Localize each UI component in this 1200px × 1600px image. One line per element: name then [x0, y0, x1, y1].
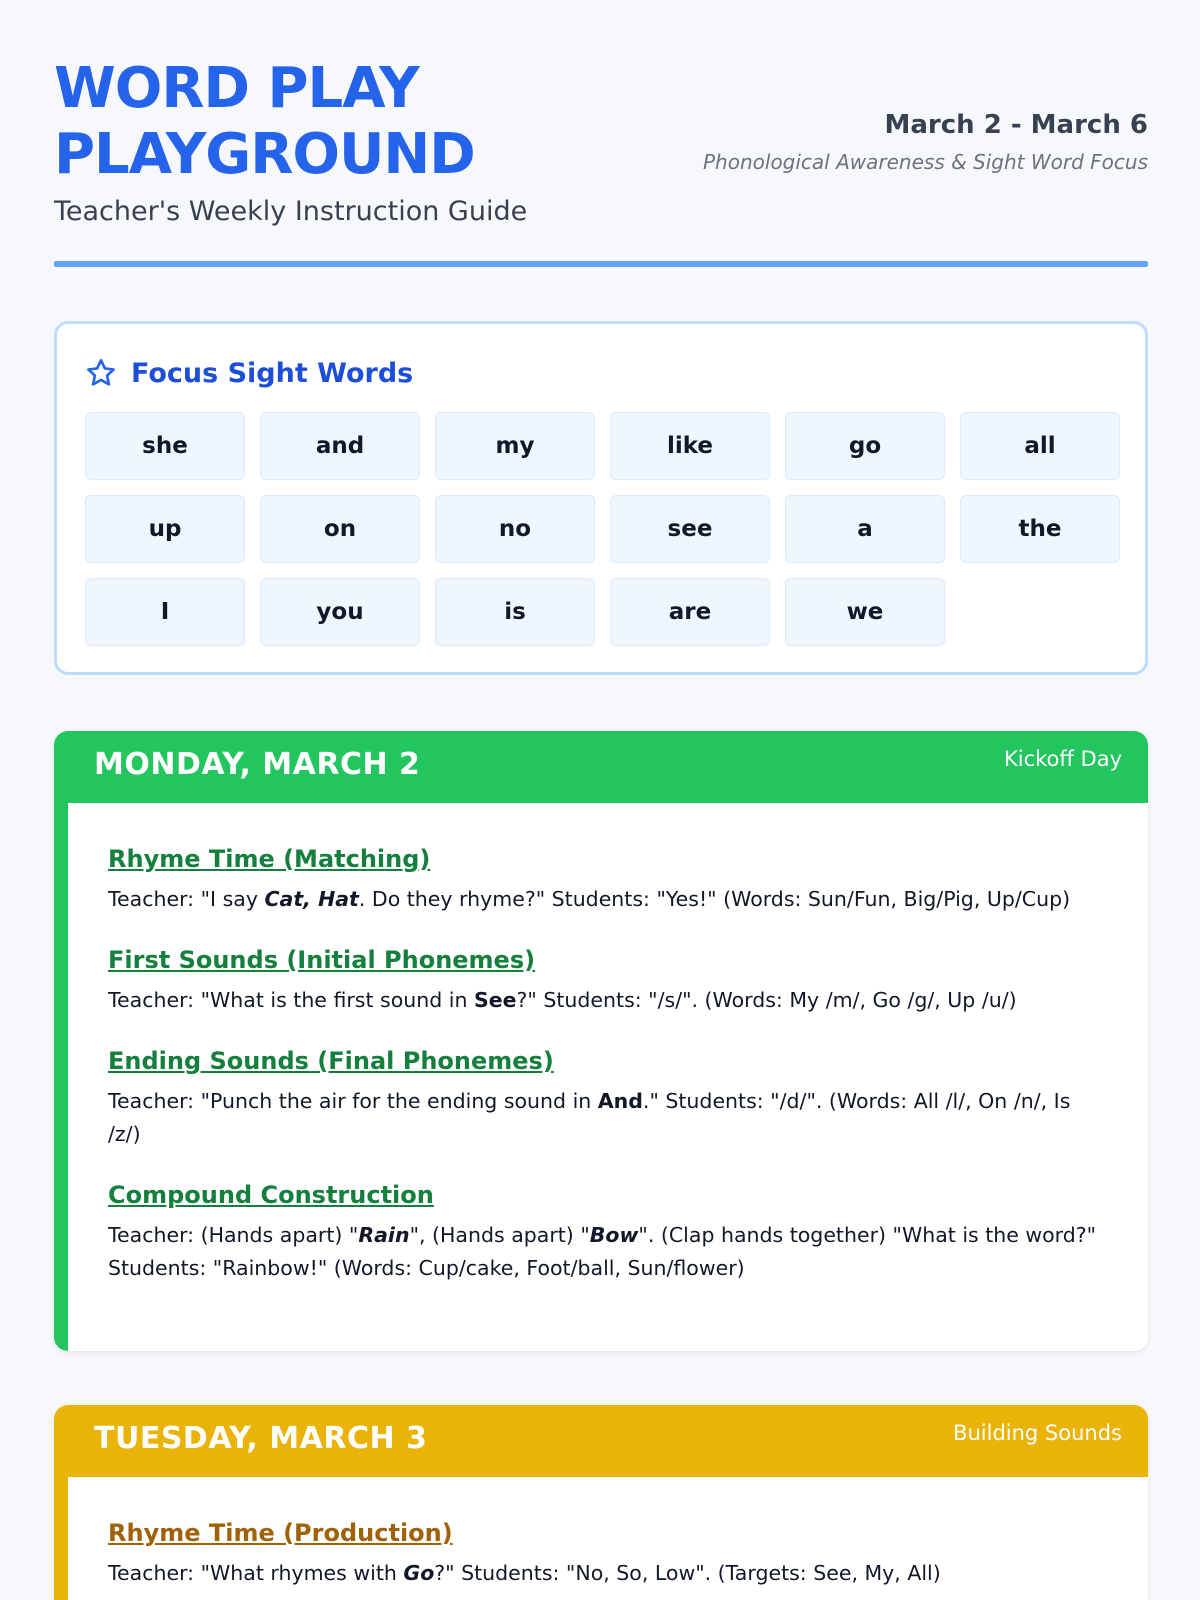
desc-text: Teacher: (Hands apart) " [108, 1223, 359, 1247]
desc-text: Teacher: "What rhymes with [108, 1561, 404, 1585]
focus-description: Phonological Awareness & Sight Word Focus [703, 150, 1148, 174]
sight-words-title: Focus Sight Words [131, 357, 414, 389]
page-header [54, 56, 1148, 268]
desc-emphasis: Go [403, 1561, 435, 1585]
desc-text: ", (Hands apart) " [409, 1223, 590, 1247]
day-banner [54, 1405, 1148, 1477]
day-theme-tag: Building Sounds [953, 1421, 1122, 1445]
desc-text: ". (Clap hands together) "What is the word?" Students: "Rainbow!" (Words: Cup/cake, Foot/ball, Sun/flower) [108, 1223, 1097, 1280]
desc-emphasis: Rain [358, 1223, 410, 1247]
sight-word: is [435, 578, 595, 646]
day-title: TUESDAY, MARCH 3 [94, 1421, 428, 1456]
activity-description [108, 1219, 1108, 1285]
activity-title-link[interactable]: Rhyme Time (Matching) [108, 845, 431, 873]
sight-words-header [85, 357, 413, 389]
desc-text: Teacher: "I say [108, 887, 265, 911]
sight-word: on [260, 495, 420, 563]
desc-emphasis: See [473, 988, 517, 1012]
sight-word: a [785, 495, 945, 563]
desc-text: ?" Students: "No, So, Low". (Targets: See, My, All) [434, 1561, 941, 1585]
star-icon [85, 357, 117, 389]
desc-emphasis: Bow [589, 1223, 639, 1247]
day-theme-tag: Kickoff Day [1003, 747, 1122, 771]
desc-text: Teacher: "Punch the air for the ending sound in [108, 1089, 598, 1113]
activity-item [108, 946, 1108, 1017]
desc-emphasis: And [597, 1089, 643, 1113]
desc-emphasis: Cat, Hat [264, 887, 359, 911]
activity-item [108, 845, 1108, 916]
day-title: MONDAY, MARCH 2 [94, 747, 421, 782]
sight-word: go [785, 412, 945, 480]
desc-text: ." Students: "/d/". (Words: All /l/, On /n/, Is /z/) [108, 1089, 1071, 1146]
sight-word: she [85, 412, 245, 480]
desc-text: Teacher: "What is the first sound in [108, 988, 474, 1012]
activity-description [108, 1085, 1108, 1151]
title-line-2: PLAYGROUND [54, 122, 475, 187]
sight-word: I [85, 578, 245, 646]
day-activities [54, 1477, 1148, 1600]
sight-word: see [610, 495, 770, 563]
page-title [54, 56, 614, 188]
sight-word-grid [85, 412, 1119, 646]
sight-word: and [260, 412, 420, 480]
desc-text: . Do they rhyme?" Students: "Yes!" (Words: Sun/Fun, Big/Pig, Up/Cup) [358, 887, 1071, 911]
page-subtitle: Teacher's Weekly Instruction Guide [54, 196, 528, 227]
activity-description [108, 984, 1108, 1017]
activity-title-link[interactable]: Ending Sounds (Final Phonemes) [108, 1047, 554, 1075]
activity-description [108, 1557, 1108, 1590]
activity-title-link[interactable]: Rhyme Time (Production) [108, 1519, 453, 1547]
activity-item [108, 1181, 1108, 1285]
day-card-monday [54, 731, 1148, 1351]
activity-description [108, 883, 1108, 916]
title-line-1: WORD PLAY [54, 56, 419, 121]
sight-word: all [960, 412, 1120, 480]
date-range: March 2 - March 6 [884, 110, 1148, 140]
activity-title-link[interactable]: Compound Construction [108, 1181, 434, 1209]
sight-word: you [260, 578, 420, 646]
activity-item [108, 1519, 1108, 1590]
sight-word: we [785, 578, 945, 646]
week-info [703, 110, 1148, 174]
sight-word: like [610, 412, 770, 480]
header-divider [54, 261, 1148, 267]
day-banner [54, 731, 1148, 803]
desc-text: ?" Students: "/s/". (Words: My /m/, Go /g/, Up /u/) [516, 988, 1017, 1012]
sight-word: no [435, 495, 595, 563]
activity-item [108, 1047, 1108, 1151]
sight-word: the [960, 495, 1120, 563]
sight-word: up [85, 495, 245, 563]
sight-word: my [435, 412, 595, 480]
activity-title-link[interactable]: First Sounds (Initial Phonemes) [108, 946, 536, 974]
sight-word: are [610, 578, 770, 646]
day-activities [54, 803, 1148, 1351]
day-card-tuesday [54, 1405, 1148, 1600]
sight-words-card [54, 321, 1148, 675]
